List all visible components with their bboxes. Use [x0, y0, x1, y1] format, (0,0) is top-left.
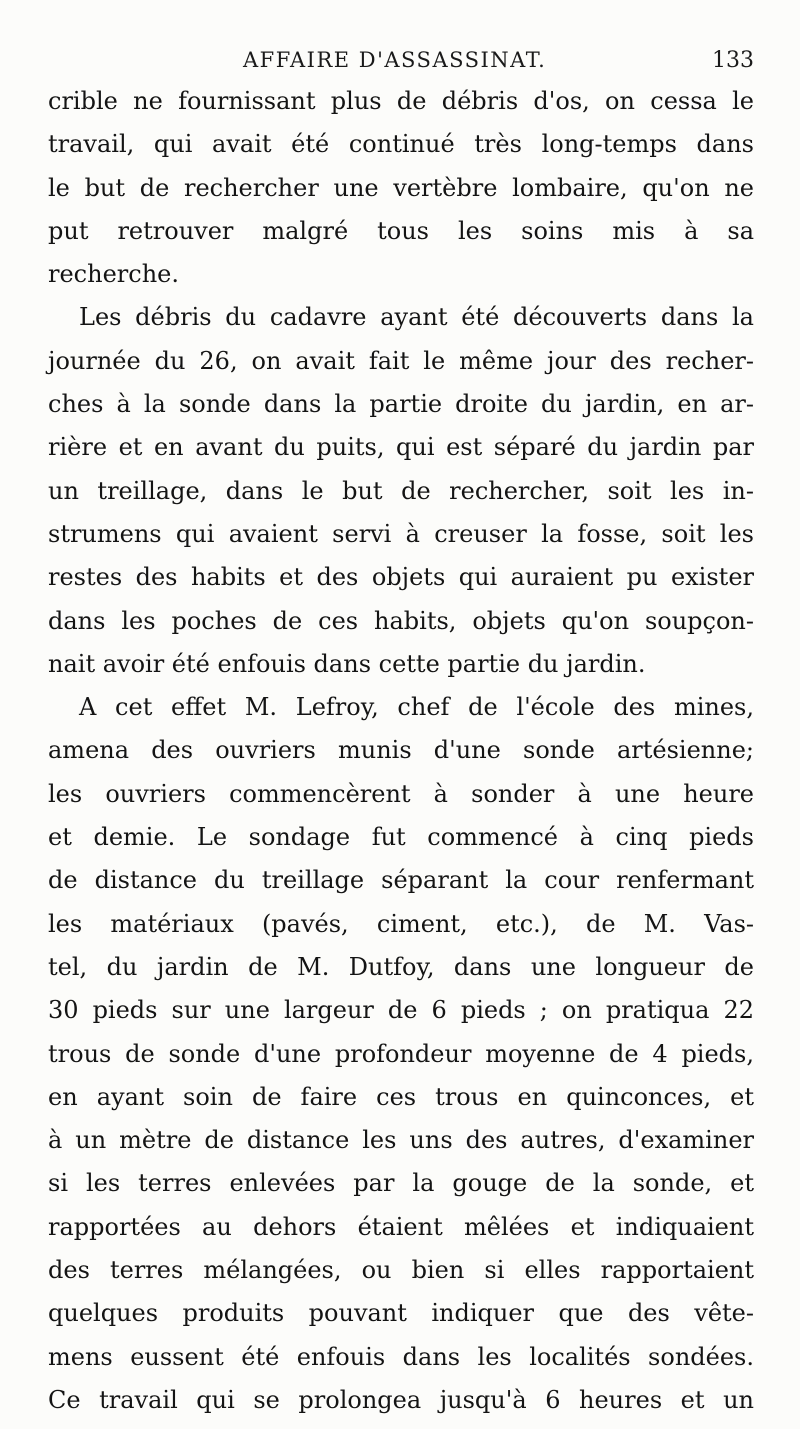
text-line: restes des habits et des objets qui auraient pu exister	[48, 563, 754, 592]
text-line: amena des ouvriers munis d'une sonde artésienne;	[48, 736, 754, 765]
text-line: nait avoir été enfouis dans cette partie du jardin.	[48, 649, 646, 678]
text-line: rapportées au dehors étaient mêlées et indiquaient	[48, 1212, 754, 1241]
running-head	[0, 40, 800, 80]
text-line: trous de sonde d'une profondeur moyenne de 4 pieds,	[48, 1039, 754, 1068]
text-line: strumens qui avaient servi à creuser la fosse, soit les	[48, 519, 754, 548]
text-line: en ayant soin de faire ces trous en quinconces, et	[48, 1082, 754, 1111]
text-line: dans les poches de ces habits, objets qu'on soupçon-	[48, 606, 754, 635]
text-line: quelques produits pouvant indiquer que des vête-	[48, 1299, 754, 1328]
text-line: mens eussent été enfouis dans les localités sondées.	[48, 1342, 754, 1371]
text-line: ches à la sonde dans la partie droite du jardin, en ar-	[48, 390, 754, 419]
text-line: A cet effet M. Lefroy, chef de l'école des mines,	[79, 693, 754, 722]
text-line: rière et en avant du puits, qui est séparé du jardin par	[48, 433, 754, 462]
text-line: crible ne fournissant plus de débris d'os, on cessa le	[48, 87, 754, 115]
text-line: put retrouver malgré tous les soins mis à sa	[48, 216, 754, 245]
text-line: Ce travail qui se prolongea jusqu'à 6 heures et un	[48, 1385, 754, 1414]
text-line: le but de rechercher une vertèbre lombaire, qu'on ne	[48, 173, 754, 202]
text-line: journée du 26, on avait fait le même jour des recher-	[48, 346, 754, 375]
text-line: les ouvriers commencèrent à sonder à une heure	[48, 779, 754, 808]
body-text	[48, 80, 754, 1422]
text-line: 30 pieds sur une largeur de 6 pieds ; on pratiqua 22	[48, 996, 754, 1025]
text-line: un treillage, dans le but de rechercher, soit les in-	[48, 476, 754, 505]
text-line: des terres mélangées, ou bien si elles rapportaient	[48, 1256, 754, 1285]
text-line: et demie. Le sondage fut commencé à cinq pieds	[48, 823, 754, 852]
text-line: à un mètre de distance les uns des autres, d'examiner	[48, 1126, 754, 1155]
page-number: 133	[712, 48, 754, 73]
running-title: AFFAIRE D'ASSASSINAT.	[243, 48, 547, 72]
text-line: travail, qui avait été continué très long-temps dans	[48, 130, 754, 159]
text-line: recherche.	[48, 260, 179, 289]
text-line: si les terres enlevées par la gouge de la sonde, et	[48, 1169, 754, 1198]
text-line: Les débris du cadavre ayant été découverts dans la	[79, 303, 754, 332]
text-line: de distance du treillage séparant la cour renfermant	[48, 866, 754, 895]
text-line: les matériaux (pavés, ciment, etc.), de M. Vas-	[48, 909, 754, 938]
text-line: tel, du jardin de M. Dutfoy, dans une longueur de	[48, 952, 754, 981]
